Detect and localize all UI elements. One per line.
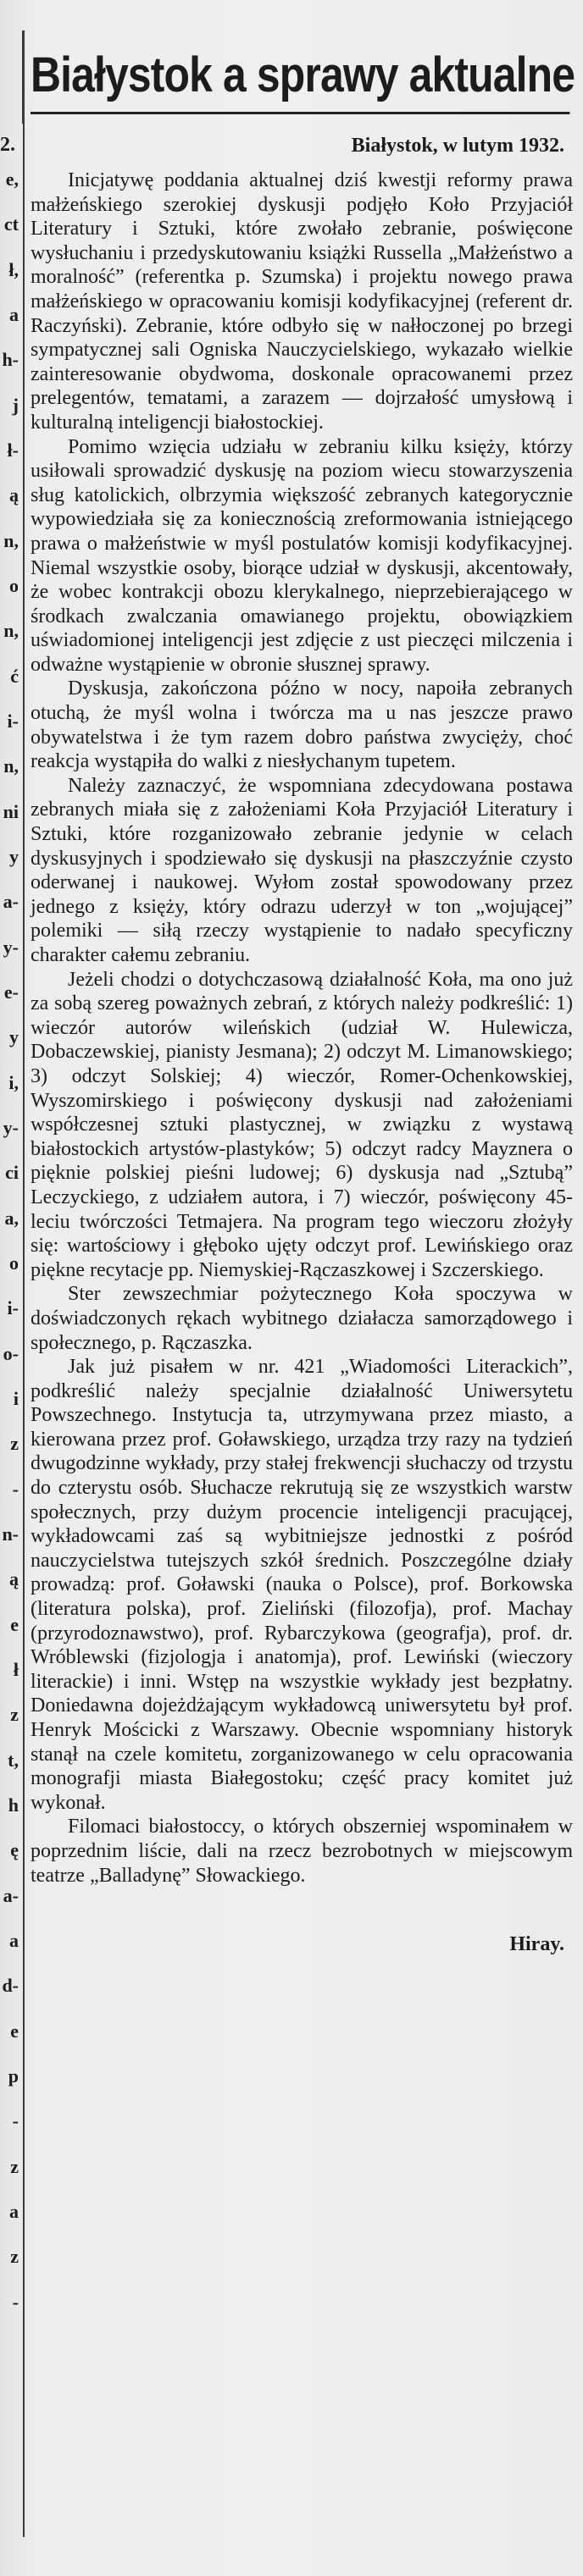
neighbouring-column-text-fragment: n- bbox=[2, 1523, 19, 1545]
neighbouring-column-text-fragment: ą bbox=[9, 484, 19, 506]
neighbouring-column-text-fragment: a bbox=[9, 1930, 19, 1951]
neighbouring-column-text-fragment: ą bbox=[9, 1568, 19, 1589]
article-paragraph: Inicjatywę poddania aktualnej dziś kwestji reformy prawa małżeńskiego szerokiej dyskusji podjęło Koło Przyjaciół Literatury i Sztuki, które zwołało zebranie, poświęcone wysłuchaniu i przedyskutowaniu książki Russella „Małżeństwo a moralność” (referentka p. Szumska) i projektu nowego prawa małżeńskiego w opracowaniu komisji kodyfikacyjnej (referent dr. Raczyński). Zebranie, które odbyło się w nałłoczonej po brzegi sympatycznej sali Ogniska Nauczycielskiego, wykazało wielkie zainteresowanie obydwoma, doskonale opracowanemi przez prelegentów, tematami, a zarazem — dojrzałość umysłową i kulturalną inteligencji białostockiej. bbox=[31, 169, 573, 434]
article-paragraph: Należy zaznaczyć, że wspomniana zdecydowana postawa zebranych miała się z założeniami Koła Przyjaciół Literatury i Sztuki, które rozganizowało zebranie jedynie w celach dyskusyjnych i spodziewało się dyskusji na płaszczyźnie czysto oderwanej i naukowej. Wyłom został spowodowany przez jednego z księży, który odrazu uderzył w ton „wojującej” polemiki — siłą rzeczy wystąpienie to nadało specyficzny charakter całemu zebraniu. bbox=[31, 774, 573, 966]
neighbouring-column-text-fragment: z bbox=[10, 2156, 19, 2177]
neighbouring-column-text-fragment: y- bbox=[3, 937, 19, 958]
neighbouring-column-text-fragment: y bbox=[9, 846, 19, 867]
neighbouring-column-text-fragment: z bbox=[10, 1704, 19, 1725]
neighbouring-column-text-fragment: i- bbox=[7, 1297, 19, 1318]
neighbouring-column-text-fragment: e bbox=[10, 1614, 19, 1635]
neighbouring-column-text-fragment: j bbox=[12, 395, 19, 416]
neighbouring-column-text-fragment: ci bbox=[5, 1162, 19, 1183]
neighbouring-column-text-fragment: ni bbox=[3, 801, 19, 822]
neighbouring-column-text-fragment: a bbox=[9, 2201, 19, 2222]
neighbouring-column-text-fragment: i bbox=[13, 1388, 19, 1409]
neighbouring-column-text-fragment: - bbox=[12, 2291, 19, 2313]
neighbouring-column-text-fragment: y bbox=[9, 1026, 19, 1048]
neighbouring-column-text-fragment: i, bbox=[8, 1072, 19, 1093]
neighbouring-column-text-fragment: ct bbox=[3, 213, 19, 235]
article-signature: Hiray. bbox=[509, 1933, 564, 1956]
neighbouring-column-text-fragment: o bbox=[9, 575, 19, 596]
neighbouring-column-text-fragment: z bbox=[10, 2246, 19, 2267]
neighbouring-column-text-fragment: ę bbox=[10, 1839, 19, 1860]
neighbouring-column-fragment bbox=[0, 119, 20, 2320]
article-paragraph: Pomimo wzięcia udziału w zebraniu kilku księży, którzy usiłowali sprowadzić dyskusję na poziom wiecu stowarzyszenia sług katolickich, olbrzymia większość zebranych kategorycznie wypowiedziała się za koniecznością zreformowania istniejącego prawa o małżeństwie w myśl postulatów komisji kodyfikacyjnej. Niemal wszystkie osoby, biorące udział w dyskusji, akcentowały, że wobec kontrakcji obozu klerykalnego, nieprzebierającego w środkach zwalczania omawianego projektu, obowiązkiem uświadomionej inteligencji jest zdjęcie z ust pieczęci milczenia i odważne wystąpienie w obronie słusznej sprawy. bbox=[31, 435, 573, 676]
neighbouring-column-text-fragment: h- bbox=[2, 349, 19, 370]
column-rule bbox=[23, 30, 25, 2537]
neighbouring-column-text-fragment: n, bbox=[3, 530, 19, 551]
neighbouring-column-text-fragment: d- bbox=[2, 1975, 19, 1996]
article-paragraph: Ster zewszechmiar pożytecznego Koła spoczywa w doświadczonych rękach wybitnego działacza samorządowego i społecznego, p. Rączaszka. bbox=[31, 1283, 573, 1354]
article-headline: Białystok a sprawy aktualne bbox=[31, 34, 569, 114]
neighbouring-column-text-fragment: p bbox=[8, 2065, 19, 2087]
article-paragraph: Jeżeli chodzi o dotychczasową działalność Koła, ma ono już za sobą szereg poważnych zebrań, z których należy podkreślić: 1) wieczór autorów wileńskich (udział W. Hulewicza, Dobaczewskiej, pianisty Jesmana); 2) odczyt M. Limanowskiego; 3) odczyt Solskiej; 4) wieczór, Romer-Ochenkowskiej, Wyszomirskiego i poświęcony dyskusji nad założeniami współczesnej sztuki plastycznej, w związku z wystawą białostockich artystów-plastyków; 5) odczyt radcy Mayznera o pięknie polskiej pieśni ludowej; 6) dyskusja nad „Sztubą” Leczyckiego, z udziałem autora, i 7) wieczór, poświęcony 45-leciu twórczości Tetmajera. Na program tego wieczoru złożyły się: wartościowy i głęboko ujęty odczyt prof. Lewińskiego oraz piękne recytacje pp. Niemyskiej-Rączaszkowej i Szczerskiego. bbox=[31, 968, 573, 1281]
neighbouring-column-text-fragment: a- bbox=[3, 891, 19, 912]
neighbouring-column-text-fragment: a, bbox=[4, 1208, 19, 1229]
neighbouring-column-text-fragment: e bbox=[10, 2020, 19, 2042]
article bbox=[31, 34, 573, 1957]
neighbouring-column-text-fragment: z bbox=[10, 1433, 19, 1454]
neighbouring-column-text-fragment: ł, bbox=[8, 259, 19, 280]
neighbouring-column-text-fragment: i- bbox=[7, 710, 19, 732]
neighbouring-column-text-fragment: t, bbox=[8, 1750, 19, 1771]
neighbouring-column-text-fragment: a bbox=[9, 304, 19, 325]
article-dateline: Białystok, w lutym 1932. bbox=[351, 135, 564, 157]
article-paragraph: Dyskusja, zakończona późno w nocy, napoiła zebranych otuchą, że myśl wolna i twórcza ma u nas jeszcze prawo obywatelstwa i że tym razem dobro państwa zwycięży, choć reakcja wystąpiła do walki z niesłychanym tupetem. bbox=[31, 677, 573, 773]
neighbouring-column-text-fragment: n, bbox=[3, 755, 19, 777]
neighbouring-column-text-fragment: e- bbox=[3, 981, 19, 1003]
neighbouring-column-text-fragment: ł bbox=[13, 1659, 19, 1680]
neighbouring-column-text-fragment: o bbox=[9, 1252, 19, 1274]
article-paragraph: Jak już pisałem w nr. 421 „Wiadomości Literackich”, podkreślić należy specjalnie działalność Uniwersytetu Powszechnego. Instytucja ta, utrzymywana przez miasto, a kierowana przez prof. Goławskiego, urządza trzy razy na tydzień dwugodzinne wykłady, przy stałej frekwencji słuchaczy od trzystu do czterystu osób. Słuchacze rekrutują się ze wszystkich warstw społecznych, przy dużym procencie inteligencji pracującej, wykładowcami zaś są wybitniejsze jednostki z pośród nauczycielstwa tutejszych szkół średnich. Poszczególne działy prowadzą: prof. Goławski (nauka o Polsce), prof. Borkowska (literatura polska), prof. Zieliński (filozofja), prof. Machay (przyrodoznawstwo), prof. Rybarczykowa (geografja), prof. dr. Wróblewski (fizjologja i anatomja), prof. Lewiński (wieczory literackie) i inni. Wstęp na wszystkie wykłady jest bezpłatny. Doniedawna dojeżdżającym wykładowcą uniwersytetu był prof. Henryk Mościcki z Warszawy. Obecnie wspomniany historyk stanął na czele komitetu, zorganizowanego w celu opracowania monografji miasta Białegostoku; część pracy komitet już wykonał. bbox=[31, 1356, 573, 1814]
neighbouring-column-text-fragment: ł- bbox=[7, 439, 19, 461]
neighbouring-column-number: 2. bbox=[0, 134, 15, 156]
neighbouring-column-text-fragment: n, bbox=[3, 620, 19, 641]
neighbouring-column-text-fragment: h bbox=[8, 1794, 19, 1816]
neighbouring-column-text-fragment: y- bbox=[3, 1117, 19, 1138]
neighbouring-column-text-fragment: e, bbox=[5, 169, 19, 190]
neighbouring-column-text-fragment: ć bbox=[10, 666, 19, 687]
neighbouring-column-text-fragment: o- bbox=[3, 1343, 19, 1364]
neighbouring-column-text-fragment: - bbox=[12, 2110, 19, 2131]
neighbouring-column-text-fragment: a- bbox=[3, 1885, 19, 1906]
neighbouring-column-text-fragment: - bbox=[12, 1479, 19, 1500]
article-paragraph: Filomaci białostoccy, o których obszerniej wspominałem w poprzednim liście, dali na rzecz bezrobotnych w miejscowym teatrze „Balladynę” Słowackiego. bbox=[31, 1816, 573, 1887]
